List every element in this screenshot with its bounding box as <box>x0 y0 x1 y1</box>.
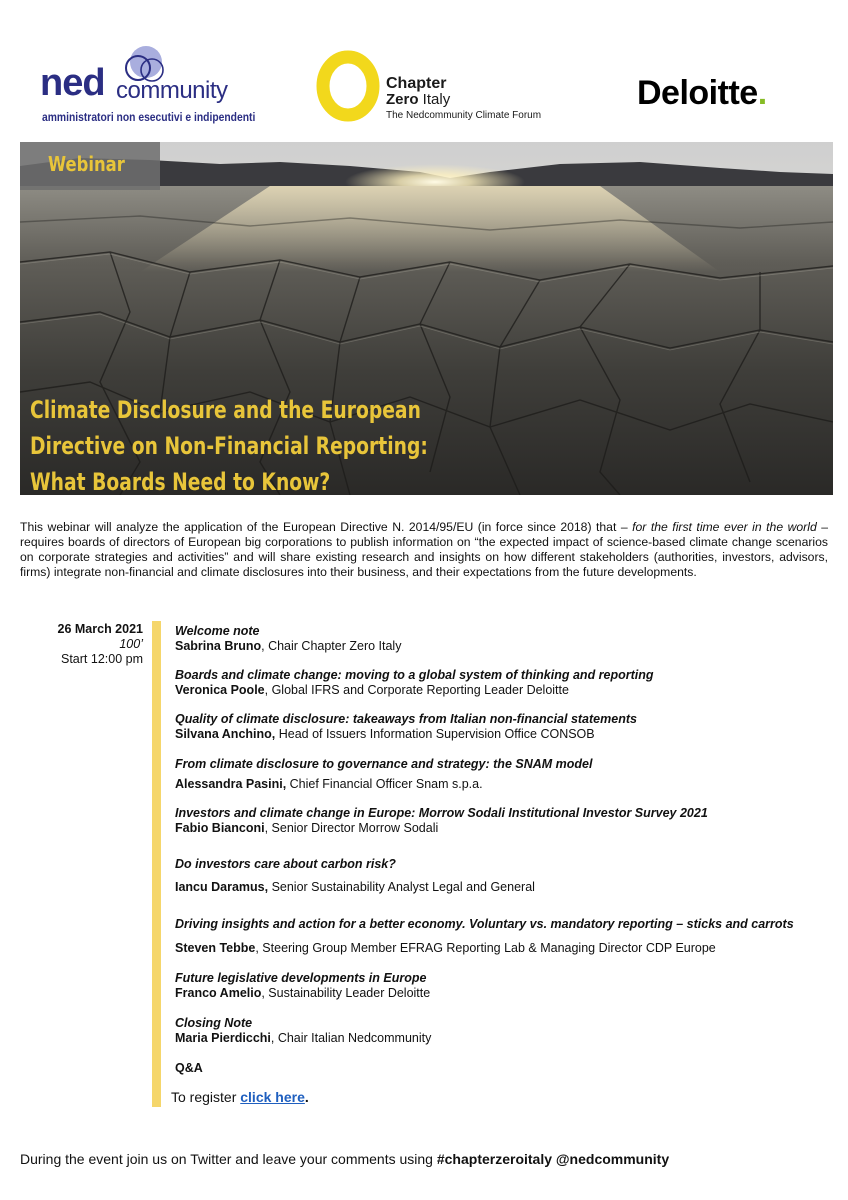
agenda-item-title: Future legislative developments in Europe <box>175 971 427 985</box>
chapter-zero-line1: Chapter <box>386 75 447 92</box>
event-start-time: Start 12:00 pm <box>61 652 143 666</box>
agenda-item-title: Quality of climate disclosure: takeaways from Italian non-financial statements <box>175 712 637 726</box>
intro-paragraph: This webinar will analyze the application of the European Directive N. 2014/95/EU (in force since 2018) that – for the first time ever in the world – requires boards of directors of European big corporations to publish information on “the expected impact of science-based climate change scenarios on corporate strategies and activities” and will share existing research and insights on how different stakeholders (authorities, investors, advisors, firms) integrate non-financial and climate disclosures into their business, and their expectations from the future developments. <box>20 520 828 579</box>
footer-hashtags: #chapterzeroitaly @nedcommunity <box>436 1151 670 1167</box>
webinar-label: Webinar <box>48 152 125 176</box>
event-duration: 100’ <box>119 637 143 651</box>
chapter-zero-line2: Zero Italy <box>386 91 451 108</box>
agenda-item-speaker: Maria Pierdicchi, Chair Italian Nedcommunity <box>175 1031 432 1045</box>
register-line: To register click here. <box>171 1089 309 1105</box>
agenda-item-title: Driving insights and action for a better economy. Voluntary vs. mandatory reporting – sticks and carrots <box>175 917 794 931</box>
agenda-item-speaker: Sabrina Bruno, Chair Chapter Zero Italy <box>175 639 402 653</box>
title-line-3: What Boards Need to Know? <box>30 468 331 495</box>
agenda-item <box>175 757 835 792</box>
agenda-item-speaker: Veronica Poole, Global IFRS and Corporate Reporting Leader Deloitte <box>175 683 569 697</box>
footer-twitter-note: During the event join us on Twitter and leave your comments using #chapterzeroitaly @nedcommunity <box>20 1151 670 1167</box>
agenda-item <box>175 668 835 698</box>
agenda-item <box>175 806 835 836</box>
agenda-item <box>175 1016 835 1046</box>
agenda-item-speaker: Iancu Daramus, Senior Sustainability Analyst Legal and General <box>175 880 535 894</box>
agenda-item <box>175 917 835 956</box>
agenda-item-speaker: Franco Amelio, Sustainability Leader Deloitte <box>175 986 431 1000</box>
hero-banner <box>20 142 833 495</box>
agenda-item-speaker: Fabio Bianconi, Senior Director Morrow Sodali <box>175 821 439 835</box>
event-details <box>30 622 143 667</box>
agenda-item-title: From climate disclosure to governance and strategy: the SNAM model <box>175 757 593 771</box>
title-line-1: Climate Disclosure and the European <box>30 396 421 424</box>
agenda-item-title: Closing Note <box>175 1016 253 1030</box>
agenda-item <box>175 712 835 742</box>
agenda-item-title: Welcome note <box>175 624 260 638</box>
nedcommunity-tagline: amministratori non esecutivi e indipendenti <box>42 110 256 124</box>
deloitte-logo: Deloitte. <box>637 74 767 112</box>
nedcommunity-logo <box>40 44 256 126</box>
chapter-zero-subtitle: The Nedcommunity Climate Forum <box>386 110 542 121</box>
agenda-divider-bar <box>152 621 161 1107</box>
title-line-2: Directive on Non-Financial Reporting: <box>30 432 428 460</box>
community-wordmark: community <box>116 77 228 104</box>
agenda-item <box>175 624 835 654</box>
agenda-item <box>175 857 835 895</box>
agenda-item-speaker: Steven Tebbe, Steering Group Member EFRAG Reporting Lab & Managing Director CDP Europe <box>175 941 716 955</box>
agenda-item-speaker: Silvana Anchino, Head of Issuers Information Supervision Office CONSOB <box>175 727 595 741</box>
ned-wordmark: ned <box>40 62 105 104</box>
chapter-zero-ring-icon <box>316 50 382 122</box>
agenda-item <box>175 971 835 1001</box>
agenda-item-speaker: Alessandra Pasini, Chief Financial Officer Snam s.p.a. <box>175 777 483 791</box>
agenda-item-title: Boards and climate change: moving to a global system of thinking and reporting <box>175 668 654 682</box>
chapter-zero-italy-logo <box>316 50 566 130</box>
register-link[interactable]: click here <box>240 1089 305 1105</box>
qa-label: Q&A <box>175 1061 203 1075</box>
agenda-item-title: Investors and climate change in Europe: Morrow Sodali Institutional Investor Survey 2021 <box>175 806 708 820</box>
event-date: 26 March 2021 <box>57 622 143 636</box>
webinar-title <box>30 392 540 495</box>
webinar-tag <box>20 142 160 190</box>
agenda-item-title: Do investors care about carbon risk? <box>175 857 396 871</box>
